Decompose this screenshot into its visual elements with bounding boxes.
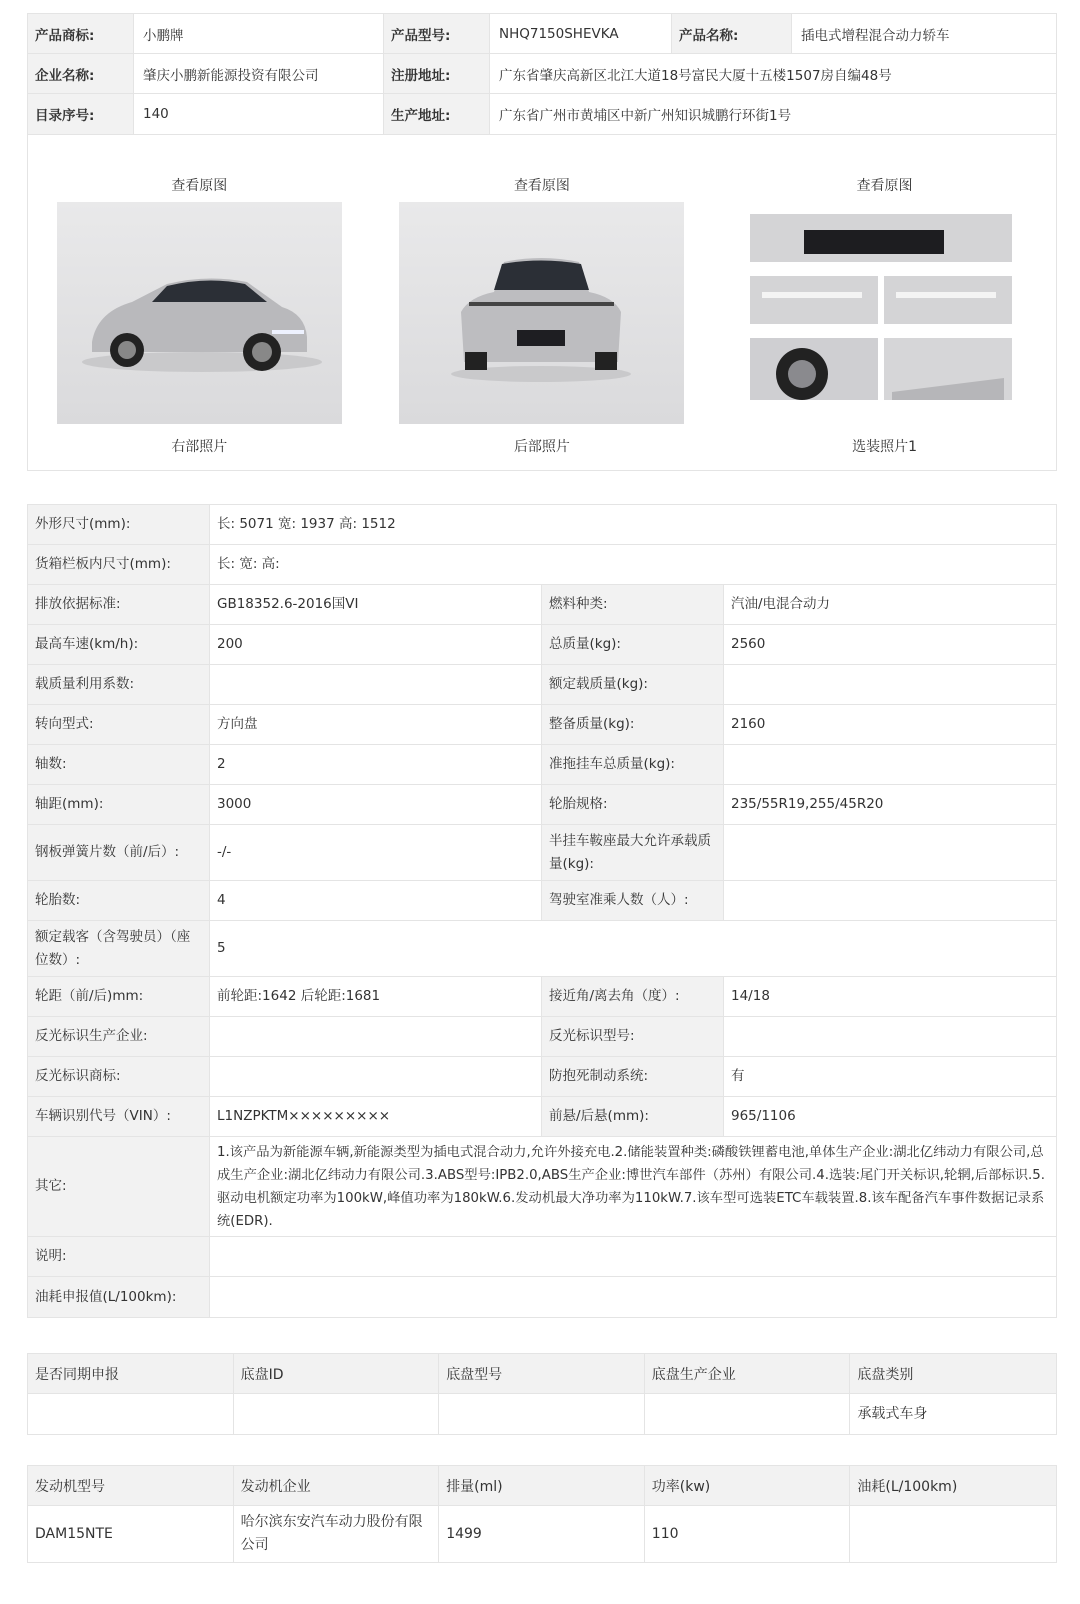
- load-coef-label: 载质量利用系数:: [28, 665, 210, 704]
- chassis-cell: [28, 1394, 234, 1434]
- car-side-illustration: [57, 202, 342, 424]
- steer-label: 转向型式:: [28, 705, 210, 744]
- seats-label: 额定载客（含驾驶员）（座位数）:: [28, 921, 210, 976]
- cargo-value: 长: 宽: 高:: [217, 556, 280, 572]
- steer-value: 方向盘: [210, 705, 542, 744]
- param-row: [28, 977, 1056, 1017]
- fuel-label: 燃料种类:: [542, 585, 724, 624]
- prod-addr-label: 生产地址:: [384, 94, 490, 134]
- optional-parts-collage: [742, 202, 1027, 424]
- param-row: [28, 745, 1056, 785]
- cab-value: [724, 881, 1056, 920]
- dims-label: 外形尺寸(mm):: [28, 505, 210, 544]
- engine-cell: DAM15NTE: [28, 1506, 234, 1562]
- model-value: NHQ7150SHEVKA: [490, 14, 672, 53]
- engine-header-cell: 发动机企业: [234, 1466, 440, 1505]
- other-value: 1.该产品为新能源车辆,新能源类型为插电式混合动力,允许外接充电.2.储能装置种类:磷酸铁锂蓄电池,单体生产企业:湖北亿纬动力有限公司,总成生产企业:湖北亿纬动力有限公司.3.ABS型号:IPB2.0,ABS生产企业:博世汽车部件（苏州）有限公司.4.选装:尾门开关标识,轮辋,后部标识.5.驱动电机额定功率为100kW,峰值功率为180kW.6.发动机最大净功率为110kW.7.该车型可选装ETC车载装置.8.该车配备汽车事件数据记录系统(EDR).: [217, 1145, 1045, 1229]
- param-row: [28, 505, 1056, 545]
- rear-car-image[interactable]: [399, 202, 684, 424]
- fuel-value: 汽油/电混合动力: [731, 596, 831, 612]
- param-row: [28, 1237, 1056, 1277]
- saddle-label: 半挂车鞍座最大允许承载质量(kg):: [542, 825, 724, 880]
- cargo-label: 货箱栏板内尺寸(mm):: [28, 545, 210, 584]
- chassis-cell: [645, 1394, 851, 1434]
- engine-header-cell: 发动机型号: [28, 1466, 234, 1505]
- param-row: [28, 1057, 1056, 1097]
- refl-model-value: [724, 1017, 1056, 1056]
- trailer-value: [724, 745, 1056, 784]
- chassis-cell: [439, 1394, 645, 1434]
- refl-model-label: 反光标识型号:: [542, 1017, 724, 1056]
- prod-addr-value: 广东省广州市黄埔区中新广州知识城鹏行环街1号: [490, 94, 1056, 134]
- chassis-header-cell: 底盘类别: [850, 1354, 1056, 1393]
- chassis-header-cell: 是否同期申报: [28, 1354, 234, 1393]
- dims-value: 长: 5071 宽: 1937 高: 1512: [217, 516, 396, 532]
- fuel-cons-label: 油耗申报值(L/100km):: [28, 1277, 210, 1317]
- company-label: 企业名称:: [28, 54, 134, 93]
- header-row-1: [28, 14, 1056, 54]
- tires-value: 4: [210, 881, 542, 920]
- view-original-link[interactable]: 查看原图: [856, 178, 913, 194]
- photo-gallery: [27, 134, 1057, 471]
- track-label: 轮距（前/后)mm:: [28, 977, 210, 1016]
- param-row: [28, 1277, 1056, 1317]
- saddle-value: [724, 825, 1056, 880]
- emission-label: 排放依据标准:: [28, 585, 210, 624]
- chassis-header-cell: 底盘ID: [234, 1354, 440, 1393]
- refl-brand-value: [210, 1057, 542, 1096]
- table-row: [28, 1506, 1056, 1562]
- fuel-cons-value: [210, 1277, 1056, 1317]
- param-row: [28, 825, 1056, 881]
- track-value: 前轮距:1642 后轮距:1681: [210, 977, 542, 1016]
- model-label: 产品型号:: [384, 14, 490, 53]
- curb-label: 整备质量(kg):: [542, 705, 724, 744]
- note-label: 说明:: [28, 1237, 210, 1276]
- gross-label: 总质量(kg):: [542, 625, 724, 664]
- engine-cell: 110: [645, 1506, 851, 1562]
- vin-label: 车辆识别代号（VIN）:: [28, 1097, 210, 1136]
- param-row: [28, 921, 1056, 977]
- brand-label: 产品商标:: [28, 14, 134, 53]
- engine-table: [27, 1465, 1057, 1563]
- trailer-label: 准拖挂车总质量(kg):: [542, 745, 724, 784]
- product-header-table: [27, 13, 1057, 135]
- car-rear-illustration: [399, 202, 684, 424]
- chassis-table: [27, 1353, 1057, 1435]
- company-value: 肇庆小鹏新能源投资有限公司: [134, 54, 384, 93]
- rated-load-value: [724, 665, 1056, 704]
- angle-label: 接近角/离去角（度）:: [542, 977, 724, 1016]
- reg-addr-label: 注册地址:: [384, 54, 490, 93]
- abs-value: 有: [731, 1068, 745, 1084]
- engine-cell: 1499: [439, 1506, 645, 1562]
- abs-label: 防抱死制动系统:: [542, 1057, 724, 1096]
- engine-header-row: [28, 1466, 1056, 1506]
- catalog-value: 140: [134, 94, 384, 134]
- table-row: [28, 1394, 1056, 1434]
- spring-value: -/-: [210, 825, 542, 880]
- param-row: [28, 1137, 1056, 1237]
- vin-value: L1NZPKTM×××××××××: [210, 1097, 542, 1136]
- engine-cell: 哈尔滨东安汽车动力股份有限公司: [234, 1506, 440, 1562]
- chassis-header-cell: 底盘生产企业: [645, 1354, 851, 1393]
- view-original-link[interactable]: 查看原图: [513, 178, 570, 194]
- chassis-cell: [234, 1394, 440, 1434]
- chassis-header-row: [28, 1354, 1056, 1394]
- overhang-label: 前悬/后悬(mm):: [542, 1097, 724, 1136]
- speed-label: 最高车速(km/h):: [28, 625, 210, 664]
- right-photo-caption: 右部照片: [171, 439, 228, 455]
- param-row: [28, 665, 1056, 705]
- photo-rear: [371, 134, 714, 470]
- refl-maker-label: 反光标识生产企业:: [28, 1017, 210, 1056]
- param-row: [28, 1017, 1056, 1057]
- param-row: [28, 705, 1056, 745]
- chassis-cell: 承载式车身: [857, 1405, 928, 1422]
- optional-equipment-image[interactable]: [742, 202, 1027, 424]
- tires-label: 轮胎数:: [28, 881, 210, 920]
- header-row-3: [28, 94, 1056, 134]
- load-coef-value: [210, 665, 542, 704]
- name-value: 插电式增程混合动力轿车: [792, 14, 1056, 53]
- param-row: [28, 585, 1056, 625]
- other-label: 其它:: [28, 1137, 210, 1236]
- tire-spec-label: 轮胎规格:: [542, 785, 724, 824]
- reg-addr-value: 广东省肇庆高新区北江大道18号富民大厦十五楼1507房自编48号: [490, 54, 1056, 93]
- param-row: [28, 881, 1056, 921]
- speed-value: 200: [210, 625, 542, 664]
- curb-value: 2160: [731, 716, 766, 732]
- param-row: [28, 545, 1056, 585]
- spring-label: 钢板弹簧片数（前/后）:: [28, 825, 210, 880]
- gross-value: 2560: [731, 636, 766, 652]
- refl-brand-label: 反光标识商标:: [28, 1057, 210, 1096]
- engine-header-cell: 排量(ml): [439, 1466, 645, 1505]
- tire-spec-value: 235/55R19,255/45R20: [731, 796, 884, 812]
- photo-right: [28, 134, 371, 470]
- engine-cell: [850, 1506, 1056, 1562]
- param-row: [28, 625, 1056, 665]
- name-label: 产品名称:: [672, 14, 792, 53]
- angle-value: 14/18: [731, 988, 770, 1004]
- photo-optional: [713, 134, 1056, 470]
- param-row: [28, 1097, 1056, 1137]
- seats-value: 5: [217, 940, 226, 956]
- brand-value: 小鹏牌: [134, 14, 384, 53]
- axles-value: 2: [210, 745, 542, 784]
- parameters-table: [27, 504, 1057, 1318]
- rear-photo-caption: 后部照片: [513, 439, 570, 455]
- engine-header-cell: 油耗(L/100km): [850, 1466, 1056, 1505]
- engine-header-cell: 功率(kw): [645, 1466, 851, 1505]
- chassis-header-cell: 底盘型号: [439, 1354, 645, 1393]
- overhang-value: 965/1106: [731, 1108, 796, 1124]
- view-original-link[interactable]: 查看原图: [171, 178, 228, 194]
- refl-maker-value: [210, 1017, 542, 1056]
- cab-label: 驾驶室准乘人数（人）:: [542, 881, 724, 920]
- wheelbase-label: 轴距(mm):: [28, 785, 210, 824]
- emission-value: GB18352.6-2016国VI: [210, 585, 542, 624]
- optional-photo-caption: 选装照片1: [852, 439, 918, 455]
- note-value: [210, 1237, 1056, 1276]
- rated-load-label: 额定载质量(kg):: [542, 665, 724, 704]
- param-row: [28, 785, 1056, 825]
- catalog-label: 目录序号:: [28, 94, 134, 134]
- right-side-car-image[interactable]: [57, 202, 342, 424]
- wheelbase-value: 3000: [210, 785, 542, 824]
- axles-label: 轴数:: [28, 745, 210, 784]
- header-row-2: [28, 54, 1056, 94]
